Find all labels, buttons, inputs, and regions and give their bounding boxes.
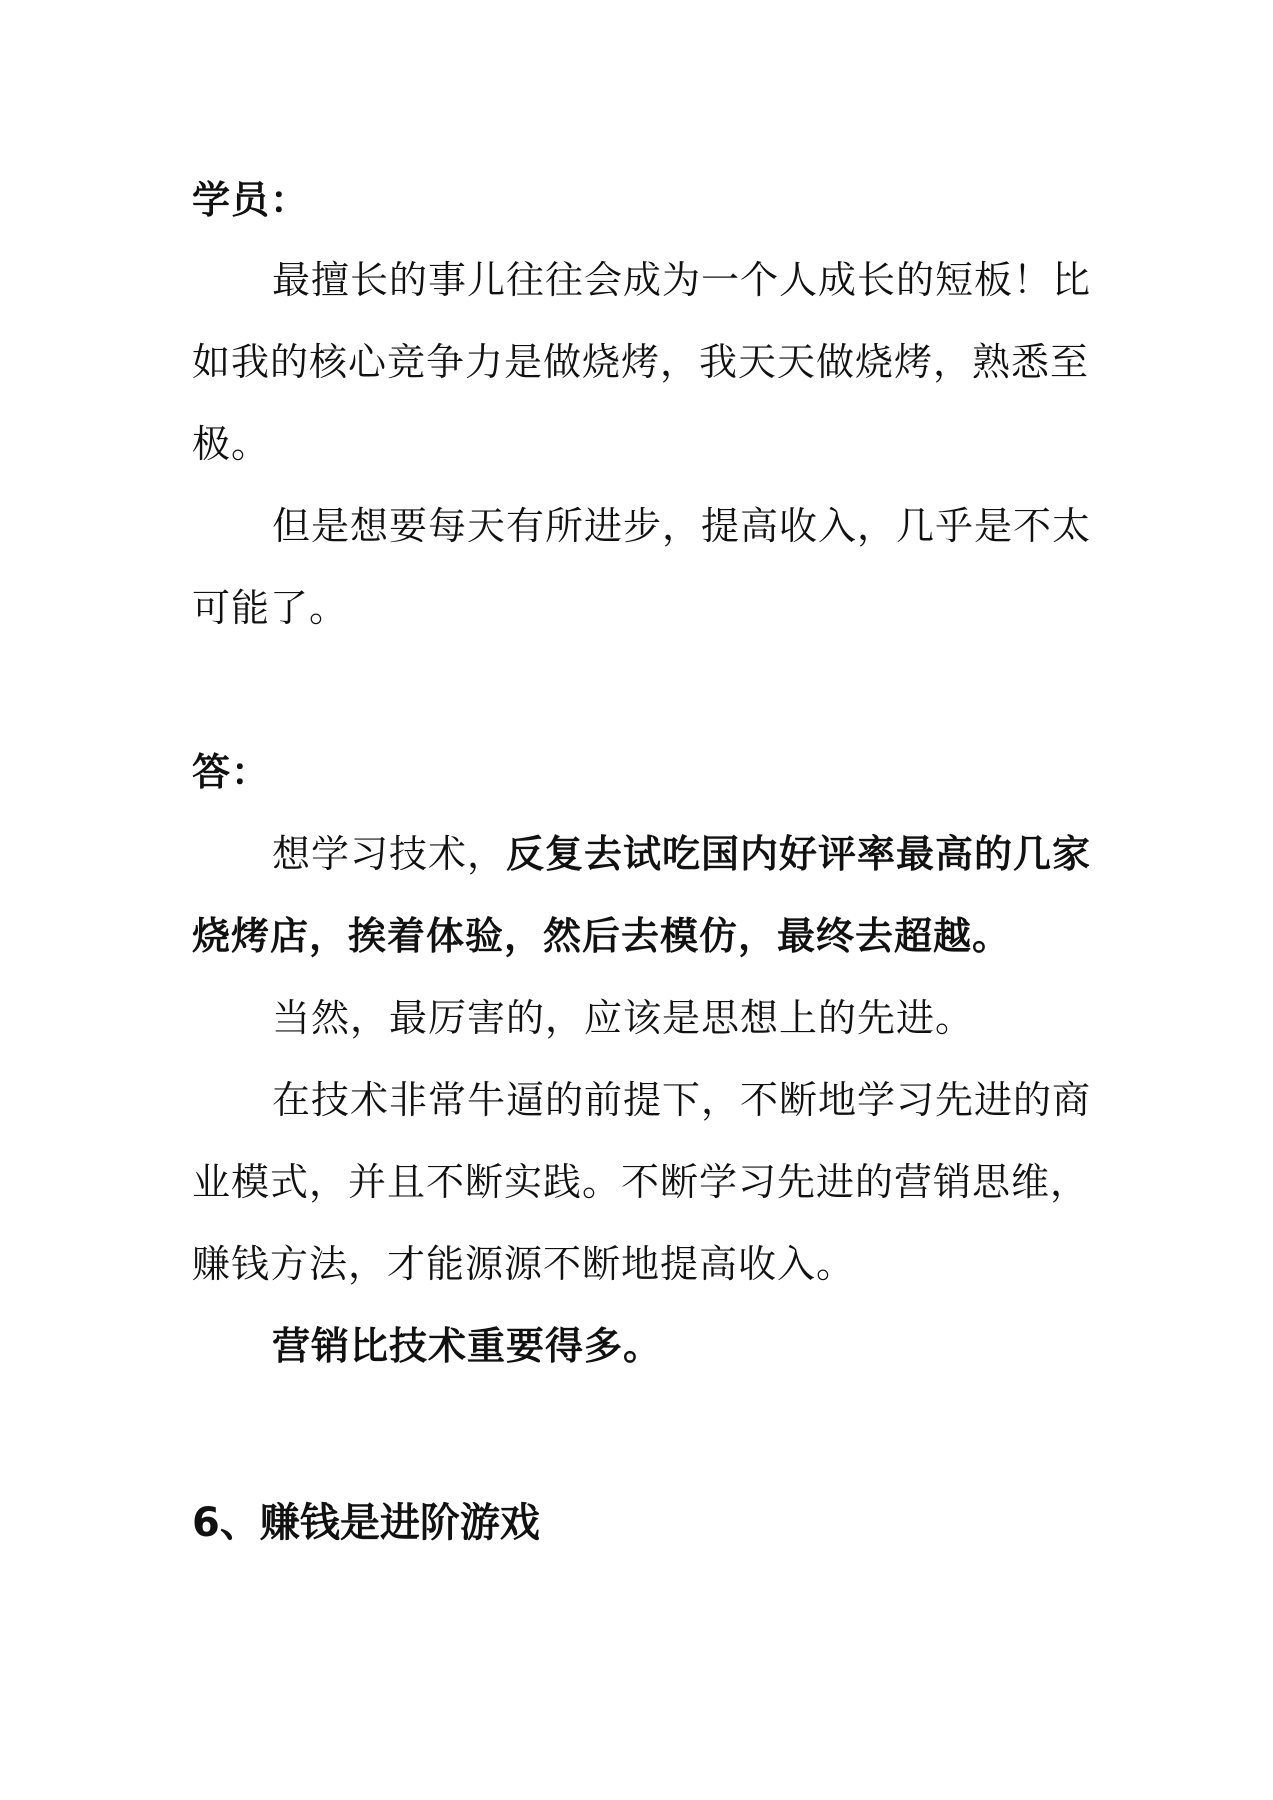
student-label: 学员： <box>192 178 310 222</box>
answer-paragraph-1-line-2: 烧烤店，挨着体验，然后去模仿，最终去超越。 <box>192 914 1012 958</box>
answer-paragraph-2: 当然，最厉害的，应该是思想上的先进。 <box>272 996 975 1040</box>
answer-paragraph-1-normal-text: 想学习技术， <box>272 832 507 876</box>
answer-paragraph-1-bold-text: 反复去试吃国内好评率最高的几家 <box>506 832 1092 876</box>
answer-label: 答： <box>192 750 271 794</box>
answer-paragraph-3-line-2: 业模式，并且不断实践。不断学习先进的营销思维， <box>192 1160 1090 1204</box>
answer-paragraph-3-line-1: 在技术非常牛逼的前提下，不断地学习先进的商 <box>272 1078 1092 1122</box>
answer-paragraph-3-line-3: 赚钱方法，才能源源不断地提高收入。 <box>192 1242 856 1286</box>
student-paragraph-1-line-1: 最擅长的事儿往往会成为一个人成长的短板！比 <box>272 258 1092 302</box>
section-heading: 6、赚钱是进阶游戏 <box>192 1500 540 1546</box>
student-paragraph-1-line-3: 极。 <box>192 422 271 466</box>
student-paragraph-2-line-1: 但是想要每天有所进步，提高收入，几乎是不太 <box>272 504 1092 548</box>
student-paragraph-2-line-2: 可能了。 <box>192 586 349 630</box>
answer-paragraph-1-line-1 <box>272 830 1091 878</box>
student-paragraph-1-line-2: 如我的核心竞争力是做烧烤，我天天做烧烤，熟悉至 <box>192 340 1090 384</box>
answer-paragraph-4: 营销比技术重要得多。 <box>272 1324 663 1368</box>
